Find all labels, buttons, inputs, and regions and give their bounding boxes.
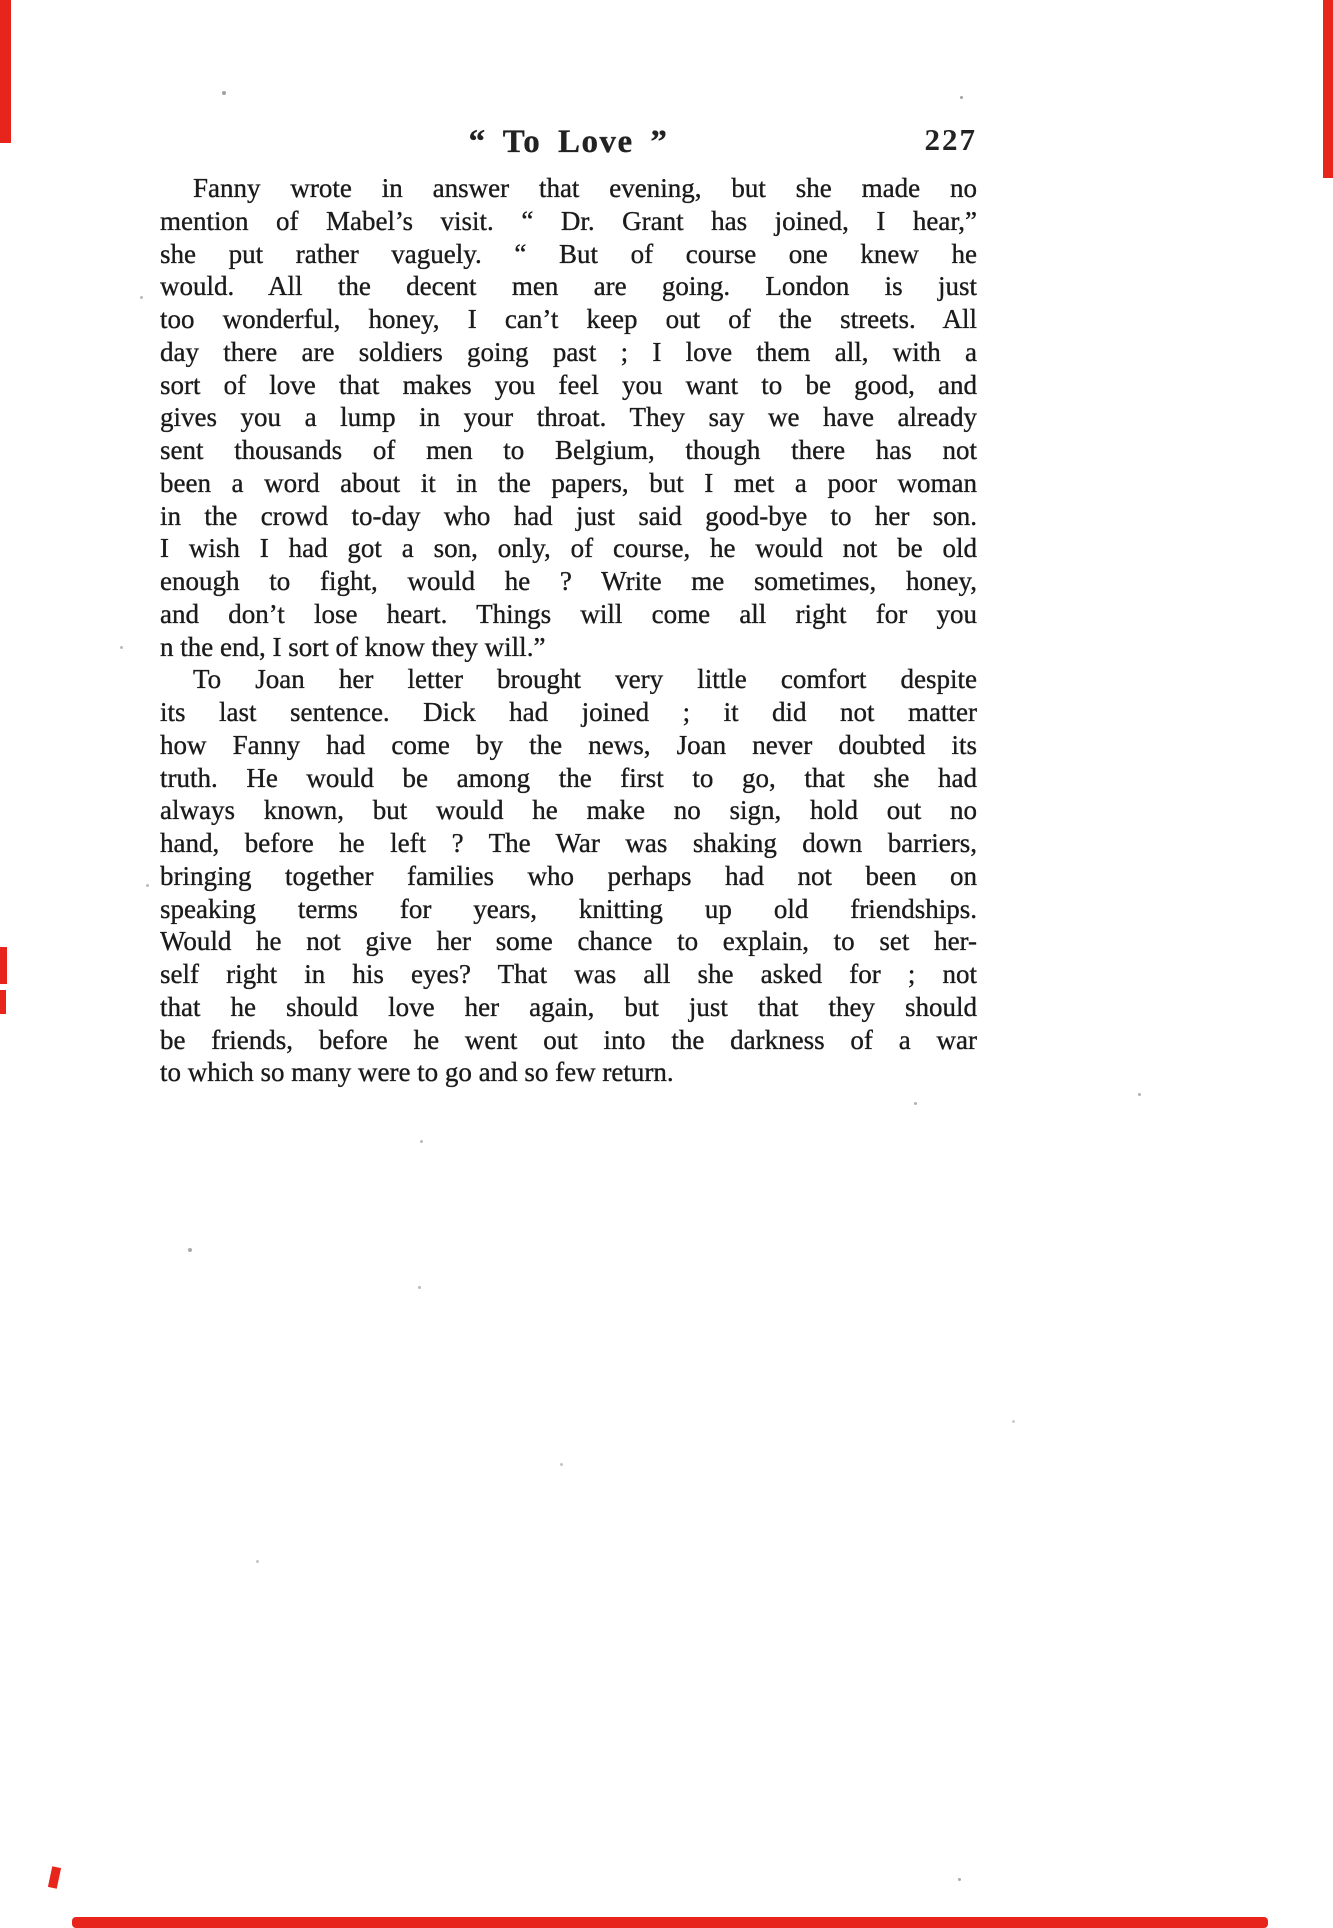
scan-speck xyxy=(120,646,123,649)
text-line: day there are soldiers going past ; I love them all, with a xyxy=(160,336,977,367)
paragraph xyxy=(160,172,977,663)
text-line: Would he not give her some chance to explain, to set her- xyxy=(160,926,977,957)
scan-speck xyxy=(188,1248,192,1252)
scan-speck xyxy=(960,96,963,99)
text-line: I wish I had got a son, only, of course, he would not be old xyxy=(160,533,977,564)
text-line: truth. He would be among the first to go, that she had xyxy=(160,762,977,793)
text-line: To Joan her letter brought very little comfort despite xyxy=(193,664,977,695)
scan-edge-mark-bottom-left xyxy=(48,1866,61,1888)
scan-speck xyxy=(420,1140,423,1143)
page-text xyxy=(160,172,977,1089)
text-line: she put rather vaguely. “ But of course one knew he xyxy=(160,238,977,269)
scan-edge-mark-top-right xyxy=(1323,0,1333,178)
page-number: 227 xyxy=(924,122,977,157)
text-line: sent thousands of men to Belgium, though there has not xyxy=(160,435,977,465)
text-line: speaking terms for years, knitting up old friendships. xyxy=(160,893,977,924)
scan-speck xyxy=(140,296,143,299)
text-line: mention of Mabel’s visit. “ Dr. Grant has joined, I hear,” xyxy=(160,205,977,236)
text-line: bringing together families who perhaps had not been on xyxy=(160,860,977,891)
text-line: hand, before he left ? The War was shaking down barriers, xyxy=(160,828,977,858)
paragraph xyxy=(160,663,977,1089)
text-line: always known, but would he make no sign, hold out no xyxy=(160,795,977,826)
scan-edge-mark-bottom-bar xyxy=(72,1917,1268,1928)
text-line: n the end, I sort of know they will.” xyxy=(160,631,546,662)
scan-speck xyxy=(1012,1420,1015,1423)
text-line: how Fanny had come by the news, Joan never doubted its xyxy=(160,729,977,760)
text-line: Fanny wrote in answer that evening, but she made no xyxy=(193,173,977,203)
text-line: gives you a lump in your throat. They say we have already xyxy=(160,402,977,433)
text-line: self right in his eyes? That was all she asked for ; not xyxy=(160,959,977,989)
scan-speck xyxy=(222,91,226,95)
text-line: and don’t lose heart. Things will come all right for you xyxy=(160,598,977,629)
scan-speck xyxy=(1138,1093,1141,1096)
text-line: to which so many were to go and so few return. xyxy=(160,1057,674,1088)
scan-speck xyxy=(256,1560,259,1563)
scan-edge-mark-left-mid xyxy=(0,947,7,984)
scan-edge-mark-left-mid xyxy=(0,990,6,1014)
scan-edge-mark-top-left xyxy=(0,0,11,143)
scan-speck xyxy=(958,1878,961,1881)
running-head-title: “ To Love ” xyxy=(468,124,669,160)
text-line: enough to fight, would he ? Write me sometimes, honey, xyxy=(160,566,977,596)
scan-speck xyxy=(560,1463,563,1466)
text-line: be friends, before he went out into the darkness of a war xyxy=(160,1024,977,1055)
text-line: its last sentence. Dick had joined ; it did not matter xyxy=(160,697,977,727)
scan-speck xyxy=(914,1102,917,1105)
text-line: sort of love that makes you feel you want to be good, and xyxy=(160,369,977,400)
text-line: that he should love her again, but just that they should xyxy=(160,991,977,1022)
scan-speck xyxy=(146,884,149,887)
text-line: in the crowd to-day who had just said good-bye to her son. xyxy=(160,500,977,531)
text-line: been a word about it in the papers, but I met a poor woman xyxy=(160,467,977,498)
text-line: too wonderful, honey, I can’t keep out of the streets. All xyxy=(160,304,977,334)
text-line: would. All the decent men are going. London is just xyxy=(160,271,977,302)
scan-speck xyxy=(418,1286,421,1289)
